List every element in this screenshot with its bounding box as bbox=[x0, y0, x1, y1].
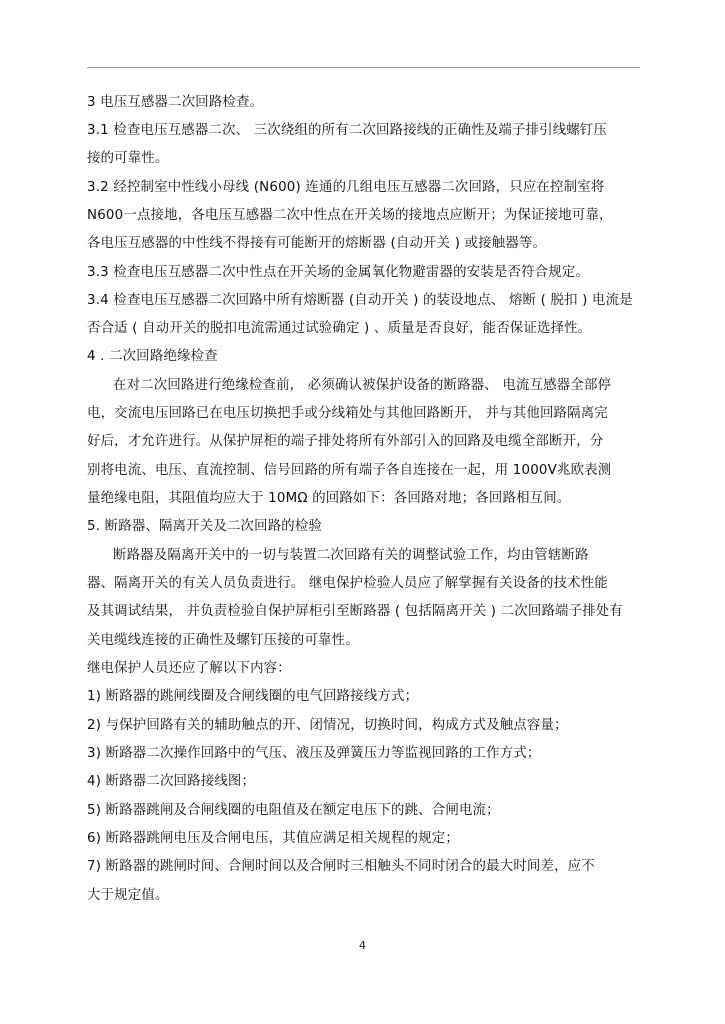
text-line: 断路器及隔离开关中的一切与装置二次回路有关的调整试验工作，均由管辖断路 bbox=[113, 548, 589, 563]
list-item: 1) 断路器的跳闸线圈及合闸线圈的电气回路接线方式； bbox=[87, 689, 419, 704]
text-line: N600一点接地，各电压互感器二次中性点在开关场的接地点应断开；为保证接地可靠， bbox=[87, 208, 613, 223]
list-item: 2) 与保护回路有关的辅助触点的开、闭情况，切换时间，构成方式及触点容量； bbox=[87, 718, 568, 733]
page-number: 4 bbox=[359, 939, 366, 952]
text-line: 否合适 ( 自动开关的脱扣电流需通过试验确定 ) 、质量是否良好，能否保证选择性。 bbox=[87, 321, 592, 336]
list-item: 5) 断路器跳闸及合闸线圈的电阻值及在额定电压下的跳、合闸电流； bbox=[87, 803, 500, 818]
list-item: 3) 断路器二次操作回路中的气压、液压及弹簧压力等监视回路的工作方式； bbox=[87, 746, 541, 761]
text-line: 大于规定值。 bbox=[87, 888, 169, 903]
text-line: 接的可靠性。 bbox=[87, 151, 169, 166]
text-line: 3.1 检查电压互感器二次、 三次绕组的所有二次回路接线的正确性及端子排引线螺钉压 bbox=[87, 123, 608, 138]
text-line: 3.4 检查电压互感器二次回路中所有熔断器 (自动开关 ) 的装设地点、 熔断 ( 脱扣 ) 电流是 bbox=[87, 293, 633, 308]
header-rule bbox=[87, 67, 640, 68]
text-line: 量绝缘电阻，其阻值均应大于 10MΩ 的回路如下：各回路对地；各回路相互间。 bbox=[87, 491, 571, 506]
text-line: 关电缆线连接的正确性及螺钉压接的可靠性。 bbox=[87, 633, 359, 648]
list-item: 6) 断路器跳闸电压及合闸电压，其值应满足相关规程的规定； bbox=[87, 831, 459, 846]
text-line: 及其调试结果， 并负责检验自保护屏柜引至断路器 ( 包括隔离开关 ) 二次回路端子排处有 bbox=[87, 604, 623, 619]
text-line: 好后，才允许进行。从保护屏柜的端子排处将所有外部引入的回路及电缆全部断开，分 bbox=[87, 434, 604, 449]
text-line: 在对二次回路进行绝缘检查前， 必须确认被保护设备的断路器、 电流互感器全部停 bbox=[113, 378, 612, 393]
text-line: 电，交流电压回路已在电压切换把手或分线箱处与其他回路断开， 并与其他回路隔离完 bbox=[87, 406, 608, 421]
text-line: 别将电流、电压、直流控制、信号回路的所有端子各自连接在一起，用 1000V兆欧表测 bbox=[87, 463, 612, 478]
text-line: 3.2 经控制室中性线小母线 (N600) 连通的几组电压互感器二次回路，只应在控制室将 bbox=[87, 180, 605, 195]
text-line: 继电保护人员还应了解以下内容： bbox=[87, 661, 291, 676]
list-item: 7) 断路器的跳闸时间、合闸时间以及合闸时三相触头不同时闭合的最大时间差，应不 bbox=[87, 859, 595, 874]
section-heading: 4 . 二次回路绝缘检查 bbox=[87, 349, 218, 364]
list-item: 4) 断路器二次回路接线图； bbox=[87, 774, 256, 789]
text-line: 器、隔离开关的有关人员负责进行。 继电保护检验人员应了解掌握有关设备的技术性能 bbox=[87, 576, 608, 591]
section-heading: 5. 断路器、隔离开关及二次回路的检验 bbox=[87, 519, 323, 534]
text-line: 各电压互感器的中性线不得接有可能断开的熔断器 (自动开关 ) 或接触器等。 bbox=[87, 236, 547, 251]
text-line: 3 电压互感器二次回路检查。 bbox=[87, 95, 264, 110]
text-line: 3.3 检查电压互感器二次中性点在开关场的金属氧化物避雷器的安装是否符合规定。 bbox=[87, 265, 590, 280]
